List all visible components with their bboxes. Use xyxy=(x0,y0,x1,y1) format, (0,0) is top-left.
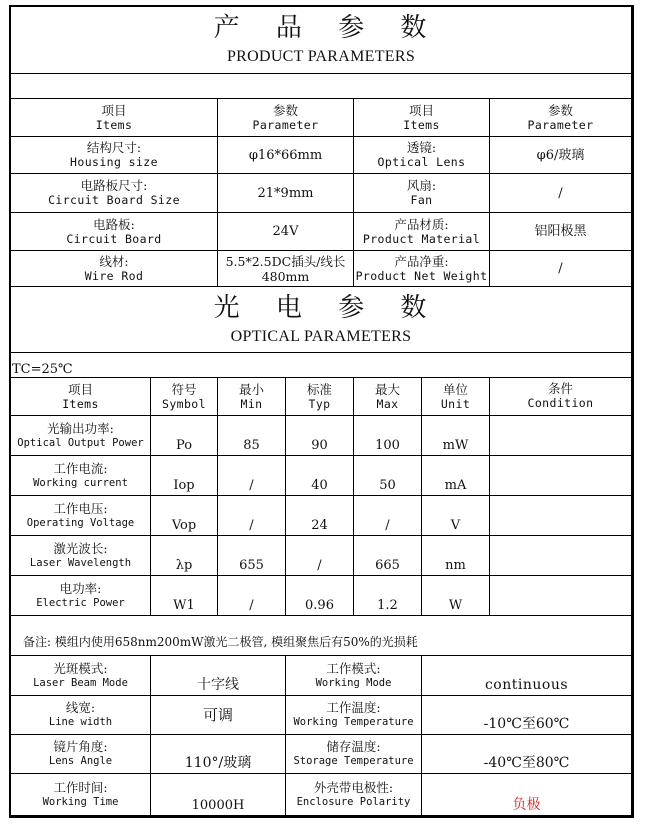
label-cn: 外壳带电极性: xyxy=(313,779,394,795)
label-cn: 光输出功率: xyxy=(47,420,114,436)
label-en: Enclosure Polarity xyxy=(296,795,411,808)
header-en: Items xyxy=(95,117,133,132)
label-cn: 线宽: xyxy=(65,700,96,715)
label-cn: 结构尺寸: xyxy=(86,140,142,155)
parameter-sheet xyxy=(9,5,634,818)
lens-angle-label xyxy=(11,735,151,774)
label-en: Line width xyxy=(48,716,113,728)
label-en: Product Material xyxy=(362,231,481,246)
label-en: Working Temperature xyxy=(293,716,414,728)
symbol-cell: Po xyxy=(151,416,218,456)
header-cn: 项目 xyxy=(101,102,127,118)
wire-rod-label xyxy=(11,251,218,287)
laser-wavelength-label xyxy=(11,536,151,576)
header-en: Unit xyxy=(440,396,471,411)
min-cell: 655 xyxy=(218,536,286,576)
line-width-value: 可调 xyxy=(151,696,286,735)
label-en: Working current xyxy=(33,476,128,489)
unit-cell: nm xyxy=(422,536,490,576)
typ-cell: 40 xyxy=(286,456,354,496)
label-en: Operating Voltage xyxy=(26,516,135,529)
label-en: Storage Temperature xyxy=(293,755,414,767)
product-header-items-2 xyxy=(354,99,490,137)
label-en: Optical Output Power xyxy=(17,436,144,449)
blank-row xyxy=(11,74,632,99)
label-en: Laser Wavelength xyxy=(29,556,132,569)
product-title-cn: 产 品 参 数 xyxy=(213,13,441,43)
optical-header-unit xyxy=(422,378,490,416)
optical-output-power-label xyxy=(11,416,151,456)
label-en: Working Mode xyxy=(315,676,392,689)
label-en: Lens Angle xyxy=(48,755,113,767)
header-cn: 参数 xyxy=(547,102,573,118)
label-cn: 电路板尺寸: xyxy=(80,178,148,193)
housing-size-value: φ16*66mm xyxy=(218,137,354,174)
optical-header-max xyxy=(354,378,422,416)
condition-cell xyxy=(490,576,632,616)
label-en: Laser Beam Mode xyxy=(33,676,128,689)
unit-cell: V xyxy=(422,496,490,536)
typ-cell: / xyxy=(286,536,354,576)
working-current-label xyxy=(11,456,151,496)
label-cn: 电路板: xyxy=(93,216,135,232)
wire-rod-value xyxy=(218,251,354,287)
header-cn: 最小 xyxy=(238,381,264,397)
condition-text: TC=25℃ xyxy=(12,362,73,377)
label-cn: 镜片角度: xyxy=(53,739,108,754)
header-en: Parameter xyxy=(527,117,594,132)
max-cell: 1.2 xyxy=(354,576,422,616)
header-en: Typ xyxy=(308,396,331,411)
label-cn: 产品净重: xyxy=(394,253,449,269)
condition-cell xyxy=(490,416,632,456)
header-cn: 最大 xyxy=(374,381,400,397)
unit-cell: mW xyxy=(422,416,490,456)
storage-temperature-value: -40℃至80℃ xyxy=(422,735,632,774)
label-cn: 激光波长: xyxy=(53,540,108,556)
max-cell: 50 xyxy=(354,456,422,496)
product-header-items-1 xyxy=(11,99,218,137)
typ-cell: 24 xyxy=(286,496,354,536)
product-material-value: 铝阳极黑 xyxy=(490,213,632,251)
fan-label xyxy=(354,174,490,213)
label-en: Fan xyxy=(410,193,433,207)
working-mode-value: continuous xyxy=(422,656,632,696)
header-cn: 项目 xyxy=(408,102,434,118)
condition-cell xyxy=(490,536,632,576)
header-cn: 项目 xyxy=(67,381,93,397)
header-cn: 单位 xyxy=(442,381,468,397)
header-en: Condition xyxy=(527,396,594,410)
beam-mode-value: 十字线 xyxy=(151,656,286,696)
optical-header-symbol xyxy=(151,378,218,416)
beam-mode-label xyxy=(11,656,151,696)
electric-power-label xyxy=(11,576,151,616)
optical-header-condition xyxy=(490,378,632,416)
max-cell: 100 xyxy=(354,416,422,456)
header-en: Parameter xyxy=(252,117,319,132)
remark-note xyxy=(11,616,632,656)
header-en: Items xyxy=(62,396,99,411)
optical-header-typ xyxy=(286,378,354,416)
housing-size-label xyxy=(11,137,218,174)
product-material-label xyxy=(354,213,490,251)
label-en: Optical Lens xyxy=(377,155,466,169)
symbol-cell: λp xyxy=(151,536,218,576)
label-en: Working Time xyxy=(42,795,119,808)
optical-header-items xyxy=(11,378,151,416)
working-time-label xyxy=(11,774,151,816)
enclosure-polarity-label xyxy=(286,774,422,816)
label-cn: 工作温度: xyxy=(326,700,381,715)
net-weight-label xyxy=(354,251,490,287)
optical-lens-value: φ6/玻璃 xyxy=(490,137,632,174)
min-cell: / xyxy=(218,496,286,536)
label-en: Product Net Weight xyxy=(355,268,488,283)
product-header-parameter-1 xyxy=(218,99,354,137)
remark-text: 备注: 模组内使用658nm200mW激光二极管, 模组聚焦后有50%的光损耗 xyxy=(23,635,418,649)
header-en: Symbol xyxy=(162,396,206,411)
optical-header-min xyxy=(218,378,286,416)
storage-temperature-label xyxy=(286,735,422,774)
label-en: Electric Power xyxy=(36,596,125,609)
working-time-value: 10000H xyxy=(151,774,286,816)
header-en: Min xyxy=(240,396,263,411)
value-line-1: 5.5*2.5DC插头/线长 xyxy=(225,253,346,269)
header-en: Items xyxy=(403,117,440,132)
label-cn: 工作模式: xyxy=(326,660,381,676)
condition-cell xyxy=(490,496,632,536)
label-cn: 工作电压: xyxy=(53,500,108,516)
label-cn: 光斑模式: xyxy=(53,660,108,676)
label-en: Housing size xyxy=(70,155,158,169)
label-cn: 工作电流: xyxy=(53,460,108,476)
unit-cell: mA xyxy=(422,456,490,496)
label-cn: 风扇: xyxy=(406,178,437,193)
label-en: Circuit Board Size xyxy=(48,193,180,207)
label-en: Circuit Board xyxy=(66,231,162,246)
line-width-label xyxy=(11,696,151,735)
label-cn: 线材: xyxy=(99,253,129,269)
circuit-board-size-label xyxy=(11,174,218,213)
value-line-2: 480mm xyxy=(261,268,310,284)
temperature-condition xyxy=(11,353,632,378)
typ-cell: 0.96 xyxy=(286,576,354,616)
symbol-cell: W1 xyxy=(151,576,218,616)
optical-title-block xyxy=(11,287,632,353)
enclosure-polarity-value: 负极 xyxy=(422,774,632,816)
max-cell: 665 xyxy=(354,536,422,576)
working-temperature-label xyxy=(286,696,422,735)
operating-voltage-label xyxy=(11,496,151,536)
typ-cell: 90 xyxy=(286,416,354,456)
label-cn: 工作时间: xyxy=(53,779,108,795)
symbol-cell: Vop xyxy=(151,496,218,536)
optical-lens-label xyxy=(354,137,490,174)
header-cn: 符号 xyxy=(171,381,197,397)
working-mode-label xyxy=(286,656,422,696)
lens-angle-value: 110°/玻璃 xyxy=(151,735,286,774)
min-cell: / xyxy=(218,576,286,616)
label-en: Wire Rod xyxy=(84,268,144,283)
product-title-en: PRODUCT PARAMETERS xyxy=(226,48,416,65)
product-title-block xyxy=(11,7,632,74)
header-en: Max xyxy=(376,396,399,411)
optical-title-en: OPTICAL PARAMETERS xyxy=(230,327,412,345)
fan-value: / xyxy=(490,174,632,213)
circuit-board-label xyxy=(11,213,218,251)
unit-cell: W xyxy=(422,576,490,616)
net-weight-value: / xyxy=(490,251,632,287)
optical-title-cn: 光 电 参 数 xyxy=(213,292,441,323)
product-header-parameter-2 xyxy=(490,99,632,137)
min-cell: / xyxy=(218,456,286,496)
min-cell: 85 xyxy=(218,416,286,456)
max-cell: / xyxy=(354,496,422,536)
label-cn: 产品材质: xyxy=(394,216,449,232)
circuit-board-value: 24V xyxy=(218,213,354,251)
working-temperature-value: -10℃至60℃ xyxy=(422,696,632,735)
header-cn: 条件 xyxy=(547,381,573,396)
circuit-board-size-value: 21*9mm xyxy=(218,174,354,213)
header-cn: 参数 xyxy=(272,102,298,118)
symbol-cell: Iop xyxy=(151,456,218,496)
label-cn: 储存温度: xyxy=(326,739,381,754)
condition-cell xyxy=(490,456,632,496)
label-cn: 电功率: xyxy=(59,580,102,596)
header-cn: 标准 xyxy=(306,381,332,397)
label-cn: 透镜: xyxy=(406,140,437,155)
